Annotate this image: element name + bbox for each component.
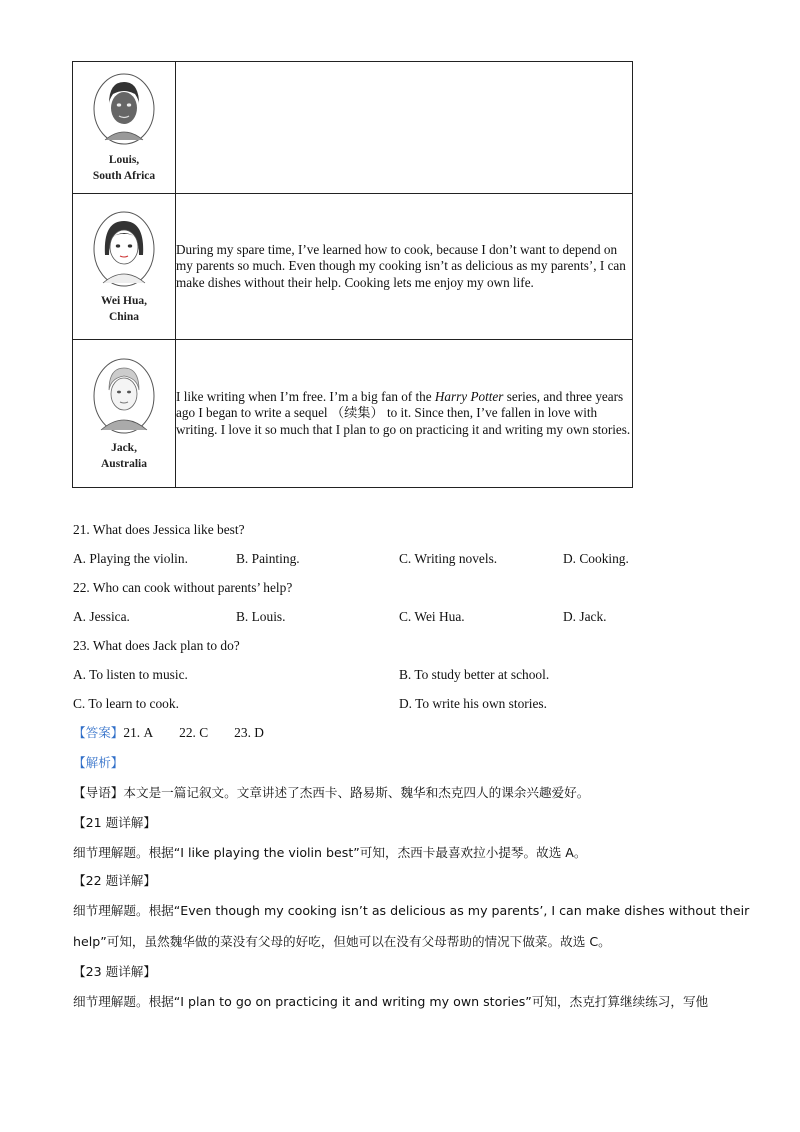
portrait-cell xyxy=(73,194,176,340)
option-b: B. Louis. xyxy=(236,609,286,624)
book-title: Harry Potter xyxy=(434,388,504,404)
analysis-heading-21: 【21 题详解】 xyxy=(73,815,156,830)
table-row xyxy=(73,62,633,194)
profile-caption xyxy=(73,152,175,184)
profile-name: Louis, xyxy=(108,153,140,166)
answer-23: 23. D xyxy=(234,725,264,740)
option-b: B. Painting. xyxy=(236,551,300,566)
portrait-cell xyxy=(73,340,176,488)
boy-portrait-icon xyxy=(91,356,157,436)
analysis-heading-22: 【22 题详解】 xyxy=(73,873,156,888)
question-stem: 23. What does Jack plan to do? xyxy=(73,638,240,653)
option-a: A. Playing the violin. xyxy=(73,551,188,566)
analysis-detail-21: 细节理解题。根据“I like playing the violin best”可知，杰西卡最喜欢拉小提琴。故选 A。 xyxy=(73,845,587,860)
profile-name: Jack, xyxy=(111,441,137,454)
profile-text-cell xyxy=(176,340,633,488)
analysis-detail-22: 细节理解题。根据“Even though my cooking isn’t as delicious as my parents’, I can make dishes without their xyxy=(73,903,750,918)
question-stem: 22. Who can cook without parents’ help? xyxy=(73,580,293,595)
profile-text-cell xyxy=(176,62,633,194)
profile-text: During my spare time, I’ve learned how to cook, because I don’t want to depend on my parents so much. Even though my cooking isn’t as delicious as my parents’, I can make dishes without their help. Cooking lets me enjoy my own life. xyxy=(176,241,626,290)
option-c: C. Wei Hua. xyxy=(399,609,465,624)
boy-portrait-icon xyxy=(91,72,157,148)
table-row xyxy=(73,340,633,488)
profile-text: I like writing when I’m free. I’m a big fan of the xyxy=(176,388,435,404)
analysis-intro: 【导语】本文是一篇记叙文。文章讲述了杰西卡、路易斯、魏华和杰克四人的课余兴趣爱好。 xyxy=(73,785,590,800)
profile-place: China xyxy=(108,310,140,323)
profile-place: Australia xyxy=(101,457,147,470)
question-stem: 21. What does Jessica like best? xyxy=(73,522,245,537)
option-b: B. To study better at school. xyxy=(399,667,550,682)
option-d: D. Cooking. xyxy=(563,551,629,566)
answer-label: 【答案】 xyxy=(73,725,124,740)
answer-21: 21. A xyxy=(123,725,154,740)
profile-place: South Africa xyxy=(92,169,156,182)
answer-line xyxy=(73,724,264,742)
profile-text: series, and three years ago I began to write a sequel （续集） to it. Since then, I’ve fallen in love with writing. I love it so much that I plan to go on practicing it and writing my own stories. xyxy=(176,388,631,437)
option-c: C. To learn to cook. xyxy=(73,696,179,711)
table-row xyxy=(73,194,633,340)
option-d: D. Jack. xyxy=(563,609,607,624)
option-d: D. To write his own stories. xyxy=(399,696,547,711)
answer-22: 22. C xyxy=(179,725,209,740)
option-c: C. Writing novels. xyxy=(399,551,498,566)
profile-text-cell xyxy=(176,194,633,340)
option-a: A. To listen to music. xyxy=(73,667,188,682)
option-a: A. Jessica. xyxy=(73,609,130,624)
profile-name: Wei Hua, xyxy=(100,294,147,307)
profiles-table xyxy=(72,61,633,488)
analysis-heading-23: 【23 题详解】 xyxy=(73,964,156,979)
profile-caption xyxy=(73,440,175,472)
analysis-detail-22-cont: help”可知，虽然魏华做的菜没有父母的好吃，但她可以在没有父母帮助的情况下做菜。故选 C。 xyxy=(73,934,611,949)
profile-caption xyxy=(73,293,175,325)
analysis-detail-23: 细节理解题。根据“I plan to go on practicing it and writing my own stories”可知，杰克打算继续练习，写他 xyxy=(73,994,709,1009)
analysis-label: 【解析】 xyxy=(73,755,124,770)
girl-portrait-icon xyxy=(91,209,157,289)
portrait-cell xyxy=(73,62,176,194)
